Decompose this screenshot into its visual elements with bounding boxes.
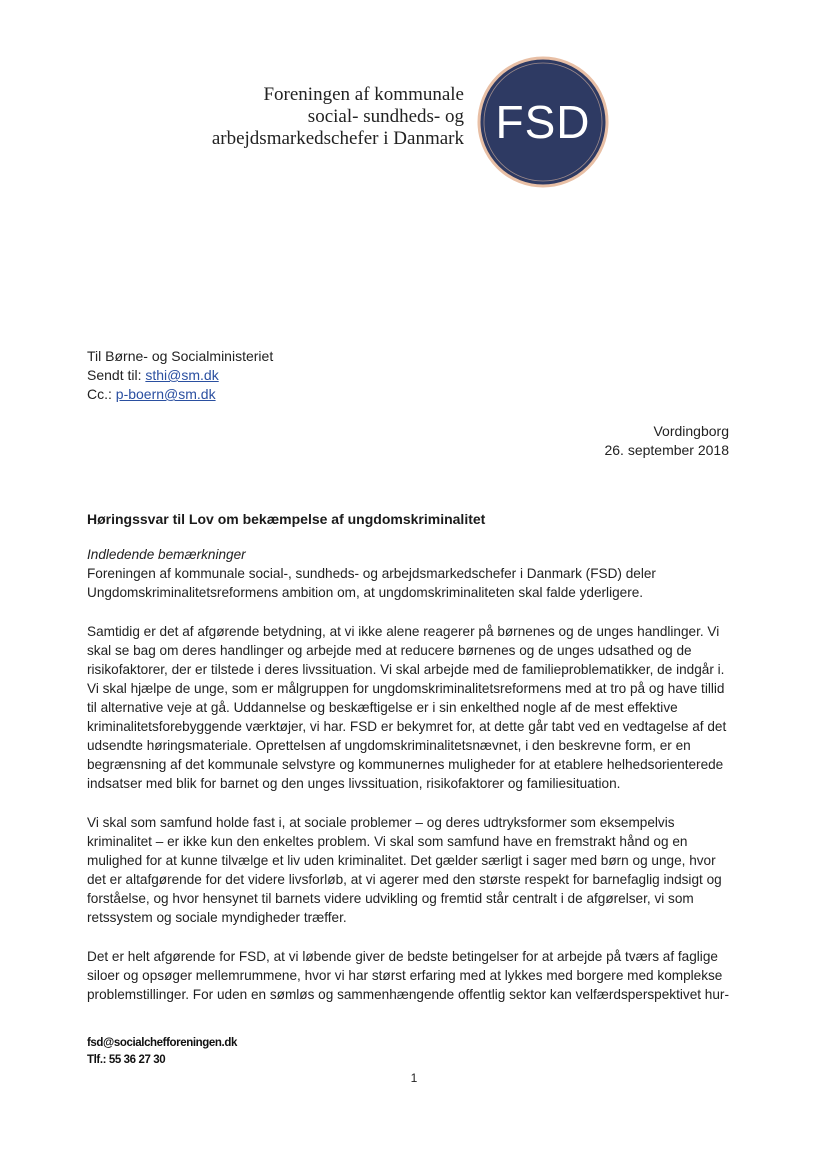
cc-email-link[interactable]: p-boern@sm.dk — [115, 386, 216, 402]
document-title: Høringssvar til Lov om bekæmpelse af ungdomskriminalitet — [87, 511, 486, 527]
letter-body — [87, 545, 733, 1024]
footer-phone: Tlf.: 55 36 27 30 — [87, 1054, 166, 1066]
org-name-line-1: Foreningen af kommunale — [263, 84, 464, 105]
fsd-logo — [476, 55, 610, 189]
place-date-block — [604, 422, 729, 460]
recipient-block — [87, 347, 273, 404]
paragraph: Det er helt afgørende for FSD, at vi løbende giver de bedste betingelser for at arbejde på tværs af faglige siloer og opsøger mellemrummene, hvor vi har størst erfaring med at lykkes med borgere med komplekse problemstillinger. For uden en sømløs og sammenhængende offentlig sektor kan velfærdsperspektivet hur- — [87, 949, 729, 1002]
page-number: 1 — [410, 1071, 418, 1085]
sent-to-email-link[interactable]: sthi@sm.dk — [145, 367, 219, 383]
paragraph: Vi skal som samfund holde fast i, at sociale problemer – og deres udtryksformer som eksempelvis kriminalitet – er ikke kun den enkeltes problem. Vi skal som samfund have en fremstrakt hånd og en mulighed for at kunne tilvælge et liv uden kriminalitet. Det gælder særligt i sager med børn og unge, hvor det er altafgørende for det videre livsforløb, at vi agerer med den største respekt for barnefaglig indsigt og forståelse, og hvor hensynet til barnets videre udvikling og fremtid står centralt i de afgørelser, vi som retssystem og sociale myndigheder træffer. — [87, 815, 722, 925]
subheading: Indledende bemærkninger — [87, 547, 246, 562]
date: 26. september 2018 — [604, 442, 729, 458]
paragraph: Foreningen af kommunale social-, sundheds- og arbejdsmarkedschefer i Danmark (FSD) deler Ungdomskriminalitetsreformens ambition om, at ungdomskriminaliteten skal falde yderligere. — [87, 566, 656, 600]
org-name-line-3: arbejdsmarkedschefer i Danmark — [211, 128, 464, 149]
cc-label: Cc.: — [87, 386, 116, 402]
organization-name — [104, 84, 464, 150]
footer-contact — [87, 1035, 237, 1069]
place: Vordingborg — [653, 423, 729, 439]
org-name-line-2: social- sundheds- og — [307, 106, 464, 127]
cc-line — [87, 385, 273, 404]
recipient-line: Til Børne- og Socialministeriet — [87, 348, 274, 364]
paragraph: Samtidig er det af afgørende betydning, at vi ikke alene reagerer på børnenes og de unges handlinger. Vi skal se bag om deres handlinger og arbejde med at reducere børnenes og de unges udsathed og de risikofaktorer, der er tilstede i deres livssituation. Vi skal arbejde med de familieproblematikker, de indgår i. Vi skal hjælpe de unge, som er målgruppen for ungdomskriminalitetsreformens med at tro på og have tillid til alternative veje at gå. Uddannelse og beskæftigelse er i sin enkelthed nogle af de mest effektive kriminalitetsforebyggende værktøjer, vi har. FSD er bekymret for, at dette går tabt ved en vedtagelse af det udsendte høringsmateriale. Oprettelsen af ungdomskriminalitetsnævnet, i den beskrevne form, er en begrænsning af det kommunale selvstyre og kommunernes muligheder for at etablere helhedsorienterede indsatser med blik for barnet og den unges livssituation, risikofaktorer og familiesituation. — [87, 624, 727, 791]
footer-email: fsd@socialchefforeningen.dk — [87, 1037, 237, 1049]
sent-to-line — [87, 366, 273, 385]
logo-text: FSD — [495, 96, 591, 148]
sent-to-label: Sendt til: — [87, 367, 146, 383]
